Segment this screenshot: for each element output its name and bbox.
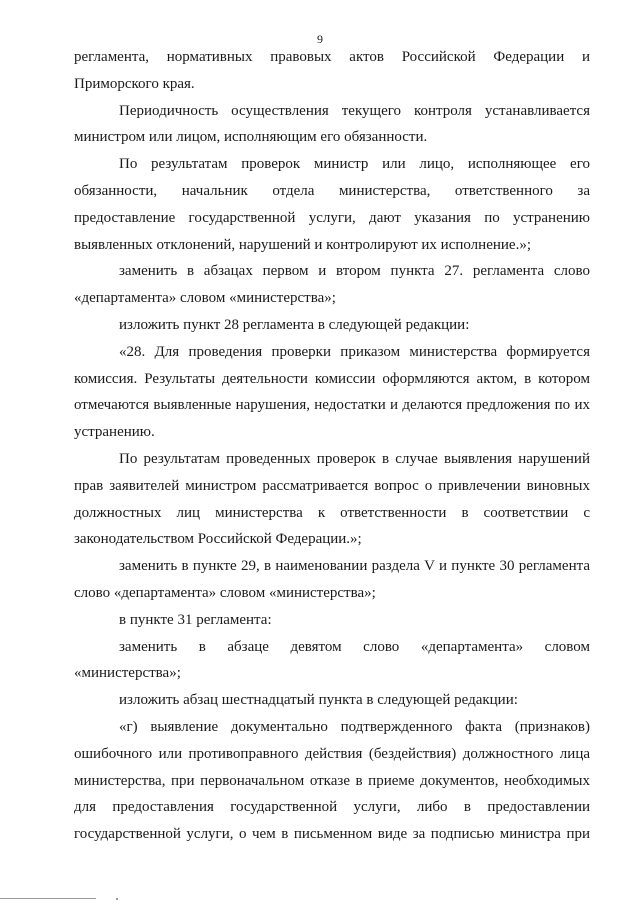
paragraph: заменить в абзацах первом и втором пункта 27. регламента слово «департамента» словом «министерства»; xyxy=(74,263,590,307)
bottom-rule xyxy=(0,898,96,899)
document-body xyxy=(74,44,590,848)
paragraph: изложить пункт 28 регламента в следующей редакции: xyxy=(119,316,470,333)
paragraph: По результатам проверок министр или лицо, исполняющее его обязанности, начальник отдела министерства, ответственного за предоставление государственной услуги, дают указания по устранению выявленных отклонений, нарушений и контролируют их исполнение.»; xyxy=(74,156,590,253)
paragraph: заменить в пункте 29, в наименовании раздела V и пункте 30 регламента слово «департамента» словом «министерства»; xyxy=(74,558,590,601)
page-number: 9 xyxy=(317,32,323,46)
paragraph: в пункте 31 регламента: xyxy=(119,611,272,628)
paragraph: По результатам проведенных проверок в случае выявления нарушений прав заявителей министром рассматривается вопрос о привлечении виновных должностных лиц министерства к ответственности в соответствии с законодательством Российской Федерации.»; xyxy=(74,450,590,548)
scan-artifact xyxy=(116,898,118,900)
paragraph: Периодичность осуществления текущего контроля устанавливается министром или лицом, исполняющим его обязанности. xyxy=(74,102,590,146)
paragraph: «г) выявление документально подтвержденного факта (признаков) ошибочного или противоправного действия (бездействия) должностного лица министерства, при первоначальном отказе в приеме документов, необходимых для предоставления государственной услуги, либо в предоставлении государственной услуги, о чем в письменном виде за подписью министра при xyxy=(74,718,590,843)
paragraph: регламента, нормативных правовых актов Российской Федерации и Приморского края. xyxy=(74,49,590,92)
paragraph: «28. Для проведения проверки приказом министерства формируется комиссия. Результаты деятельности комиссии оформляются актом, в котором отмечаются выявленные нарушения, недостатки и делаются предложения по их устранению. xyxy=(74,343,590,441)
paragraph: заменить в абзаце девятом слово «департамента» словом «министерства»; xyxy=(74,638,590,682)
paragraph: изложить абзац шестнадцатый пункта в следующей редакции: xyxy=(119,692,518,709)
